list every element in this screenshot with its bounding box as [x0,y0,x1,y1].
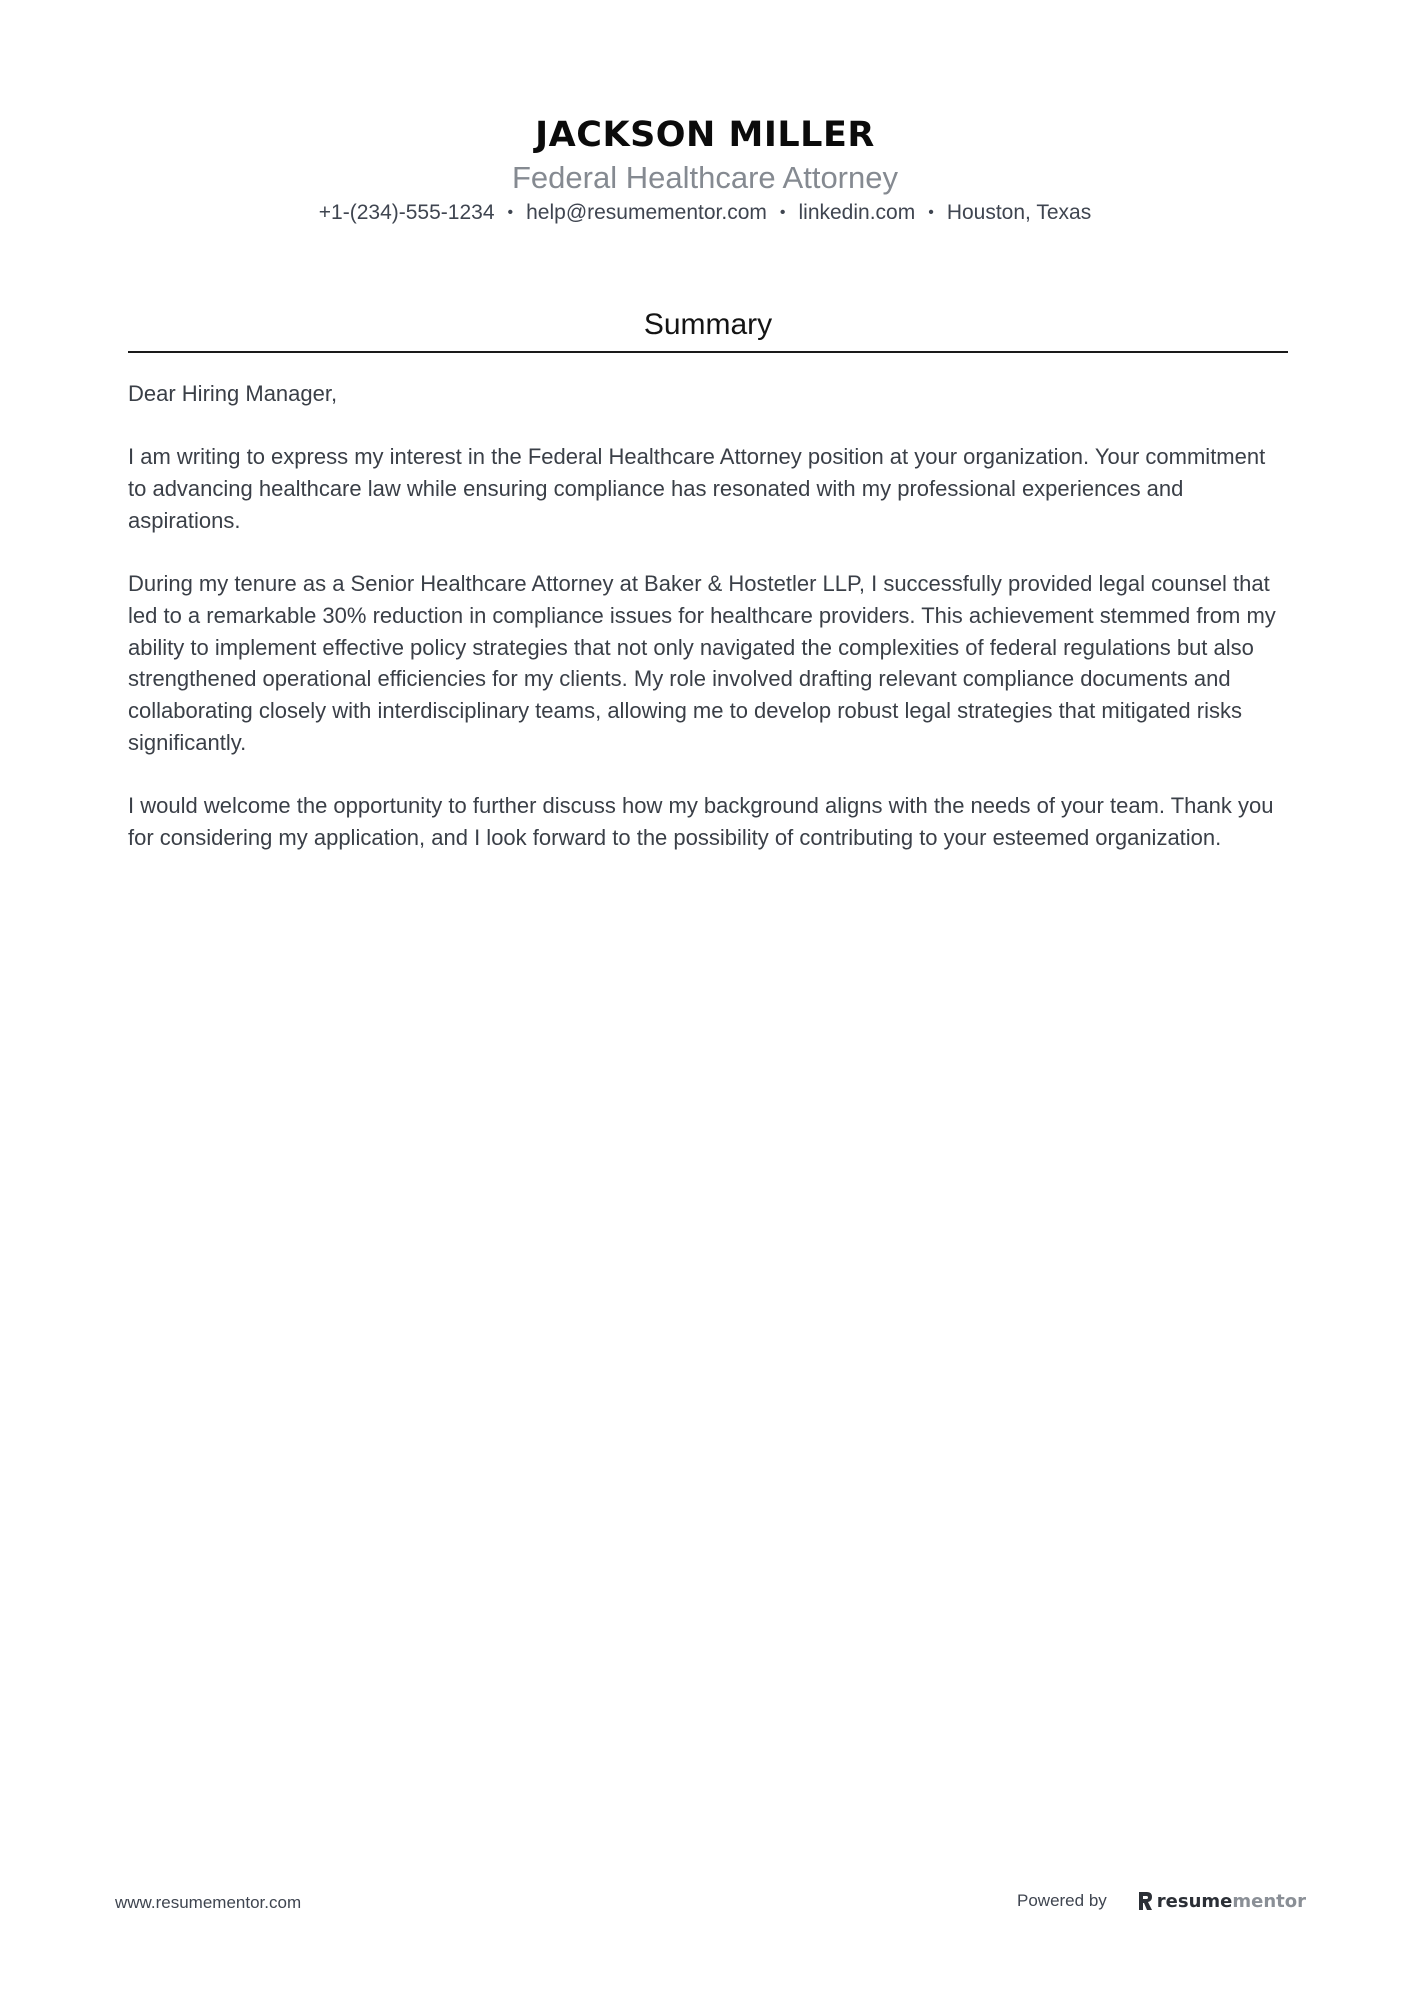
section-title-summary: Summary [643,308,773,341]
resumementor-logo [1137,1891,1306,1912]
logo-text-light: mentor [1232,1890,1306,1912]
footer-website: www.resumementor.com [115,1893,302,1912]
letter-paragraph-3: I would welcome the opportunity to further discuss how my background aligns with the needs of your team. Thank you for considering my application, and I look forward to the possibility of contributing to your esteemed organization. [128,793,1274,850]
section-divider [128,351,1288,353]
logo-text-bold: resume [1156,1890,1233,1912]
contact-separator: • [779,204,786,221]
letter-body [128,378,1288,885]
contact-separator: • [928,204,934,221]
powered-by-label: Powered by [1017,1891,1107,1910]
letter-paragraph-2: During my tenure as a Senior Healthcare Attorney at Baker & Hostetler LLP, I successfully provided legal counsel that led to a remarkable 30% reduction in compliance issues for healthcare providers. This achievement stemmed from my ability to implement effective policy strategies that not only navigated the complexities of federal regulations but also strengthened operational efficiencies for my clients. My role involved drafting relevant compliance documents and collaborating closely with interdisciplinary teams, allowing me to develop robust legal strategies that mitigated risks significantly. [128,571,1276,755]
contact-separator: • [507,204,514,221]
letter-greeting: Dear Hiring Manager, [128,381,338,406]
letter-paragraph-1: I am writing to express my interest in the Federal Healthcare Attorney position at your organization. Your commitment to advancing healthcare law while ensuring compliance has resonated with my professional experiences and aspirations. [128,444,1266,533]
contact-line [0,198,1410,228]
job-title: Federal Healthcare Attorney [512,160,898,195]
contact-phone: +1-(234)-555-1234 [318,201,495,224]
contact-linkedin: linkedin.com [798,201,916,224]
resumementor-logo-icon [1137,1891,1153,1911]
contact-email: help@resumementor.com [526,201,767,224]
footer-branding [1017,1888,1306,1914]
resume-header [0,112,1410,228]
candidate-name: JACKSON MILLER [535,115,875,155]
contact-location: Houston, Texas [946,201,1092,224]
